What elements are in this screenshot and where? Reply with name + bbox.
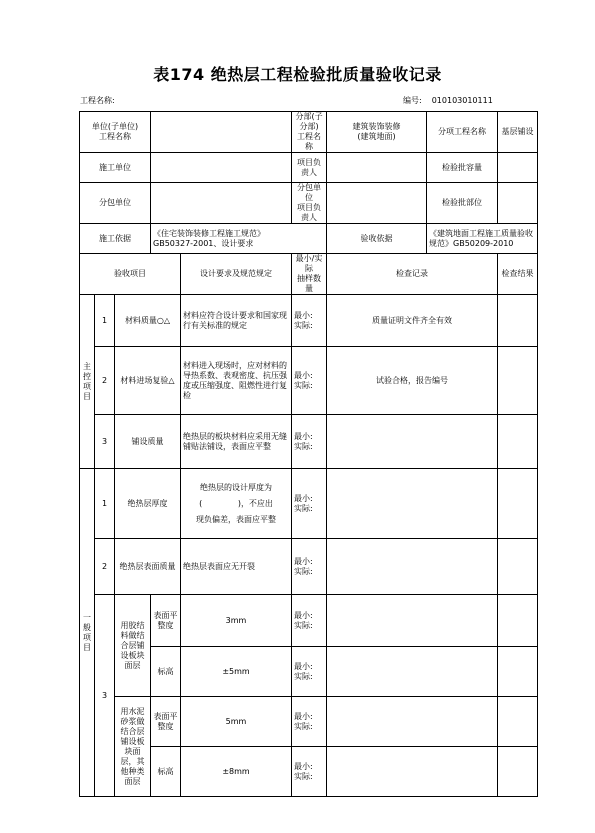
check-result[interactable] [498,747,538,797]
project-name-label: 工程名称: [80,96,115,105]
main-row-2 [80,347,538,415]
header-row-subcontract [80,183,538,224]
sub-unit-value[interactable] [151,183,292,224]
check-record[interactable] [327,415,498,469]
check-record[interactable] [327,539,498,595]
subpart-name-label: 分部(子分部) 工程名称 [292,112,327,153]
col-sample: 最小/实际 抽样数量 [292,254,327,295]
general-row-1 [80,469,538,539]
col-item: 验收项目 [80,254,181,295]
item-name-value: 基层铺设 [498,112,538,153]
sample-count[interactable]: 最小: 实际: [292,747,327,797]
item-name: 绝热层厚度 [115,469,181,539]
row-number: 1 [95,295,115,347]
acceptance-value: 《建筑地面工程施工质量验收 规范》GB50209-2010 [427,224,538,254]
check-record[interactable] [327,469,498,539]
check-result[interactable] [498,415,538,469]
unit-name-label: 单位(子单位) 工程名称 [80,112,151,153]
batch-location-label: 检验批部位 [427,183,498,224]
inspection-table [79,111,538,797]
general-row-3b-flatness [80,697,538,747]
check-record[interactable] [327,595,498,647]
item-name: 材料质量○△ [115,295,181,347]
project-leader-label: 项目负责人 [292,153,327,183]
header-row-basis [80,224,538,254]
row-number: 3 [95,595,115,797]
construction-unit-value[interactable] [151,153,292,183]
general-group-label: 一 般 项 目 [80,469,95,797]
sample-count[interactable]: 最小: 实际: [292,697,327,747]
sub-leader-value[interactable] [327,183,427,224]
check-result[interactable] [498,539,538,595]
sample-count[interactable]: 最小: 实际: [292,539,327,595]
check-record[interactable] [327,747,498,797]
col-design: 设计要求及规范规定 [181,254,292,295]
sub-leader-label: 分包单位 项目负责人 [292,183,327,224]
serial-value: 010103010111 [431,96,493,105]
check-record[interactable] [327,697,498,747]
row-number: 2 [95,347,115,415]
check-record[interactable] [327,647,498,697]
check-record: 试验合格，报告编号 [327,347,498,415]
page-title: 表174 绝热层工程检验批质量验收记录 [153,65,442,84]
subpart-name-value: 建筑装饰装修 (建筑地面) [327,112,427,153]
item-name-label: 分项工程名称 [427,112,498,153]
sub-check-name: 表面平整度 [151,595,181,647]
item-name: 材料进场复验△ [115,347,181,415]
row-number: 2 [95,539,115,595]
sub-check-name: 表面平整度 [151,697,181,747]
check-result[interactable] [498,697,538,747]
design-requirement: 绝热层的板块材料应采用无缝铺贴法铺设，表面应平整 [181,415,292,469]
main-row-3 [80,415,538,469]
column-header-row [80,254,538,295]
design-requirement: 材料应符合设计要求和国家现行有关标准的规定 [181,295,292,347]
design-requirement: 3mm [181,595,292,647]
construction-unit-label: 施工单位 [80,153,151,183]
check-record: 质量证明文件齐全有效 [327,295,498,347]
sample-count[interactable]: 最小: 实际: [292,647,327,697]
batch-location-value[interactable] [498,183,538,224]
design-requirement: 绝热层表面应无开裂 [181,539,292,595]
check-result[interactable] [498,469,538,539]
serial-number [403,95,493,106]
sample-count[interactable]: 最小: 实际: [292,595,327,647]
item-name: 铺设质量 [115,415,181,469]
check-result[interactable] [498,595,538,647]
sample-count[interactable]: 最小: 实际: [292,415,327,469]
design-requirement: ±8mm [181,747,292,797]
sample-count[interactable]: 最小: 实际: [292,469,327,539]
item-name: 绝热层表面质量 [115,539,181,595]
basis-label: 施工依据 [80,224,151,254]
design-requirement: 材料进入现场时，应对材料的导热系数、表观密度、抗压强度或压缩强度、阻燃性进行复检 [181,347,292,415]
row-number: 3 [95,415,115,469]
row-number: 1 [95,469,115,539]
main-group-label: 主 控 项 目 [80,295,95,469]
sub-check-name: 标高 [151,647,181,697]
sub-unit-label: 分包单位 [80,183,151,224]
col-result: 检查结果 [498,254,538,295]
batch-capacity-label: 检验批容量 [427,153,498,183]
design-requirement: ±5mm [181,647,292,697]
serial-label: 编号: [403,96,422,105]
sample-count[interactable]: 最小: 实际: [292,347,327,415]
check-result[interactable] [498,647,538,697]
sample-count[interactable]: 最小: 实际: [292,295,327,347]
main-row-1 [80,295,538,347]
check-result[interactable] [498,295,538,347]
batch-capacity-value[interactable] [498,153,538,183]
col-record: 检查记录 [327,254,498,295]
basis-value: 《住宅装饰装修工程施工规范》 GB50327-2001、设计要求 [151,224,327,254]
acceptance-label: 验收依据 [327,224,427,254]
unit-name-value[interactable] [151,112,292,153]
check-result[interactable] [498,347,538,415]
header-row-unit [80,112,538,153]
sub-item-name: 用胶结料做结合层铺设板块面层 [115,595,151,697]
sub-item-name: 用水泥砂浆做结合层铺设板块面层，其他种类面层 [115,697,151,797]
design-requirement: 5mm [181,697,292,747]
general-row-2 [80,539,538,595]
header-row-construction [80,153,538,183]
project-leader-value[interactable] [327,153,427,183]
general-row-3a-flatness [80,595,538,647]
sub-check-name: 标高 [151,747,181,797]
design-requirement: 绝热层的设计厚度为 ( )，不应出 现负偏差，表面应平整 [181,469,292,539]
